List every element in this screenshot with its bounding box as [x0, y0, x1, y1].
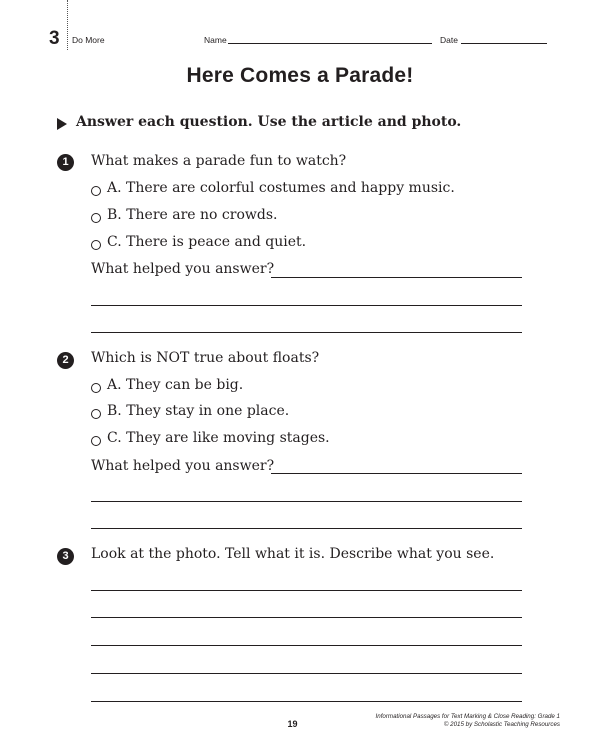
circle-outline-icon[interactable] — [91, 436, 101, 446]
name-label: Name — [204, 35, 227, 45]
question-number-2: 2 — [57, 352, 74, 369]
question-1-prompt: What helped you answer? — [91, 261, 275, 277]
page-number: 19 — [287, 719, 298, 729]
answer-line[interactable] — [91, 701, 522, 702]
question-2-option-c: C. They are like moving stages. — [107, 430, 330, 446]
question-1-option-c: C. There is peace and quiet. — [107, 234, 307, 250]
level-label: Do More — [72, 35, 105, 45]
question-1-option-a: A. There are colorful costumes and happy music. — [107, 180, 455, 196]
date-label: Date — [440, 35, 458, 45]
circle-outline-icon[interactable] — [91, 240, 101, 250]
answer-line[interactable] — [271, 473, 522, 474]
question-number-3: 3 — [57, 548, 74, 565]
date-field[interactable] — [461, 43, 547, 44]
answer-line[interactable] — [271, 277, 522, 278]
answer-line[interactable] — [91, 617, 522, 618]
answer-line[interactable] — [91, 501, 522, 502]
circle-outline-icon[interactable] — [91, 409, 101, 419]
circle-outline-icon[interactable] — [91, 186, 101, 196]
question-3-text: Look at the photo. Tell what it is. Describe what you see. — [91, 546, 495, 562]
credit-text — [376, 713, 560, 729]
triangle-right-icon — [57, 118, 67, 130]
credit-line-1: Informational Passages for Text Marking & Close Reading: Grade 1 — [375, 713, 560, 720]
level-number: 3 — [49, 28, 60, 49]
instruction-text: Answer each question. Use the article and photo. — [76, 114, 462, 130]
question-2-option-b: B. They stay in one place. — [107, 403, 290, 419]
answer-line[interactable] — [91, 590, 522, 591]
answer-line[interactable] — [91, 645, 522, 646]
question-1-text: What makes a parade fun to watch? — [91, 153, 347, 169]
margin-dotted-line — [67, 0, 68, 50]
answer-line[interactable] — [91, 305, 522, 306]
question-2-prompt: What helped you answer? — [91, 458, 275, 474]
credit-line-2: © 2015 by Scholastic Teaching Resources — [443, 721, 560, 728]
circle-outline-icon[interactable] — [91, 383, 101, 393]
circle-outline-icon[interactable] — [91, 213, 101, 223]
question-2-text: Which is NOT true about floats? — [91, 350, 320, 366]
answer-line[interactable] — [91, 332, 522, 333]
name-field[interactable] — [228, 43, 432, 44]
page-title: Here Comes a Parade! — [186, 64, 414, 87]
answer-line[interactable] — [91, 528, 522, 529]
question-2-option-a: A. They can be big. — [107, 377, 244, 393]
answer-line[interactable] — [91, 673, 522, 674]
question-1-option-b: B. There are no crowds. — [107, 207, 278, 223]
question-number-1: 1 — [57, 154, 74, 171]
